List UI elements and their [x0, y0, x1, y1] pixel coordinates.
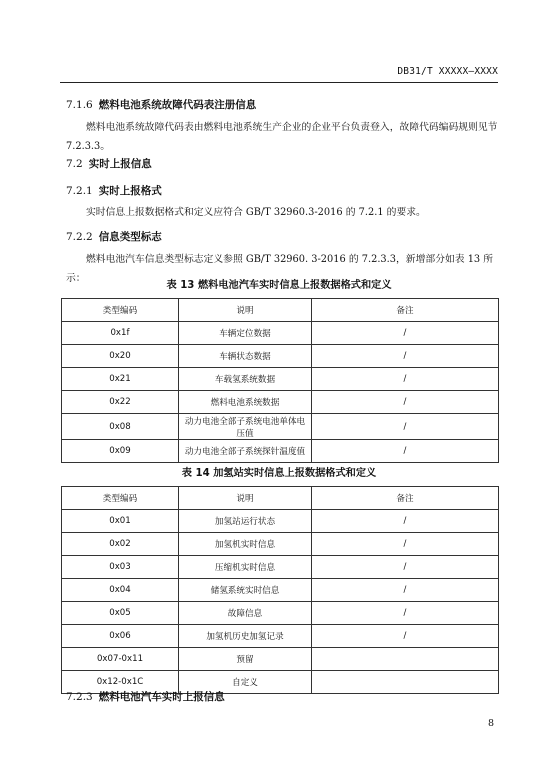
heading-7-2-3: [66, 689, 225, 704]
header-cell-description: 说明: [179, 299, 312, 322]
header-cell-type-code: 类型编码: [62, 487, 179, 510]
document-code: DB31/T XXXXX—XXXX: [397, 66, 498, 77]
cell-type-code: 0x09: [62, 440, 179, 463]
table-header-row: [62, 487, 499, 510]
cell-description: 储氢系统实时信息: [179, 579, 312, 602]
heading-7-2-1: [66, 183, 162, 198]
table-row: [62, 510, 499, 533]
cell-description: 故障信息: [179, 602, 312, 625]
table-row: [62, 391, 499, 414]
cell-description: 压缩机实时信息: [179, 556, 312, 579]
table-14-caption: 表 14 加氢站实时信息上报数据格式和定义: [181, 468, 377, 479]
header-divider: [60, 82, 498, 83]
cell-type-code: 0x01: [62, 510, 179, 533]
paragraph-7-2-1: 实时信息上报数据格式和定义应符合 GB/T 32960.3-2016 的 7.2.1 的要求。: [86, 207, 426, 218]
table-row: [62, 625, 499, 648]
table-row: [62, 345, 499, 368]
heading-title: 实时上报信息: [88, 158, 152, 170]
heading-title: 燃料电池系统故障代码表注册信息: [98, 99, 257, 111]
page-number: 8: [487, 718, 494, 729]
table-row: [62, 440, 499, 463]
table-13-caption: 表 13 燃料电池汽车实时信息上报数据格式和定义: [166, 280, 392, 291]
header-cell-description: 说明: [179, 487, 312, 510]
table-header-row: [62, 299, 499, 322]
cell-type-code: 0x02: [62, 533, 179, 556]
cell-description: 车辆定位数据: [179, 322, 312, 345]
cell-description: 燃料电池系统数据: [179, 391, 312, 414]
heading-number: 7.2.1: [66, 185, 93, 197]
table-row: [62, 602, 499, 625]
table-row: [62, 322, 499, 345]
cell-remark: /: [312, 440, 499, 463]
heading-7-1-6: [66, 97, 256, 112]
cell-remark: /: [312, 368, 499, 391]
cell-remark: /: [312, 391, 499, 414]
cell-type-code: 0x1f: [62, 322, 179, 345]
cell-description: 加氢机历史加氢记录: [179, 625, 312, 648]
table-13: [61, 298, 499, 463]
cell-type-code: 0x21: [62, 368, 179, 391]
cell-type-code: 0x12-0x1C: [62, 671, 179, 694]
table-row: [62, 533, 499, 556]
heading-number: 7.2.2: [66, 231, 93, 243]
cell-type-code: 0x07-0x11: [62, 648, 179, 671]
cell-remark: /: [312, 602, 499, 625]
cell-description: 加氢机实时信息: [179, 533, 312, 556]
cell-description: 加氢站运行状态: [179, 510, 312, 533]
table-14: [61, 486, 499, 694]
table-row: [62, 556, 499, 579]
cell-remark: /: [312, 414, 499, 440]
cell-description: 预留: [179, 648, 312, 671]
cell-description: 车载氢系统数据: [179, 368, 312, 391]
cell-type-code: 0x08: [62, 414, 179, 440]
heading-title: 信息类型标志: [98, 231, 162, 243]
cell-description: 自定义: [179, 671, 312, 694]
table-row: [62, 414, 499, 440]
cell-description: 车辆状态数据: [179, 345, 312, 368]
header-cell-remark: 备注: [312, 299, 499, 322]
table-row: [62, 579, 499, 602]
heading-title: 燃料电池汽车实时上报信息: [98, 691, 225, 703]
cell-remark: /: [312, 533, 499, 556]
cell-remark: /: [312, 625, 499, 648]
heading-title: 实时上报格式: [98, 185, 162, 197]
cell-remark: /: [312, 322, 499, 345]
heading-7-2-2: [66, 229, 162, 244]
heading-number: 7.2.3: [66, 691, 93, 703]
header-cell-type-code: 类型编码: [62, 299, 179, 322]
table-row: [62, 368, 499, 391]
paragraph-7-2-2: 燃料电池汽车信息类型标志定义参照 GB/T 32960. 3-2016 的 7.2.3.3，新增部分如表 13 所示：: [66, 254, 494, 284]
cell-remark: /: [312, 579, 499, 602]
cell-type-code: 0x05: [62, 602, 179, 625]
cell-remark: /: [312, 556, 499, 579]
cell-type-code: 0x22: [62, 391, 179, 414]
heading-7-2: [66, 156, 152, 171]
cell-remark: /: [312, 510, 499, 533]
cell-description: 动力电池全部子系统探针温度值: [179, 440, 312, 463]
heading-number: 7.1.6: [66, 99, 93, 111]
cell-type-code: 0x06: [62, 625, 179, 648]
cell-description: 动力电池全部子系统电池单体电压值: [179, 414, 312, 440]
header-cell-remark: 备注: [312, 487, 499, 510]
heading-number: 7.2: [66, 158, 83, 170]
cell-remark: [312, 648, 499, 671]
cell-type-code: 0x04: [62, 579, 179, 602]
cell-remark: [312, 671, 499, 694]
paragraph-7-1-6: 燃料电池系统故障代码表由燃料电池系统生产企业的企业平台负责登入，故障代码编码规则见节7.2.3.3。: [66, 122, 498, 152]
cell-remark: /: [312, 345, 499, 368]
cell-type-code: 0x03: [62, 556, 179, 579]
table-row: [62, 648, 499, 671]
cell-type-code: 0x20: [62, 345, 179, 368]
